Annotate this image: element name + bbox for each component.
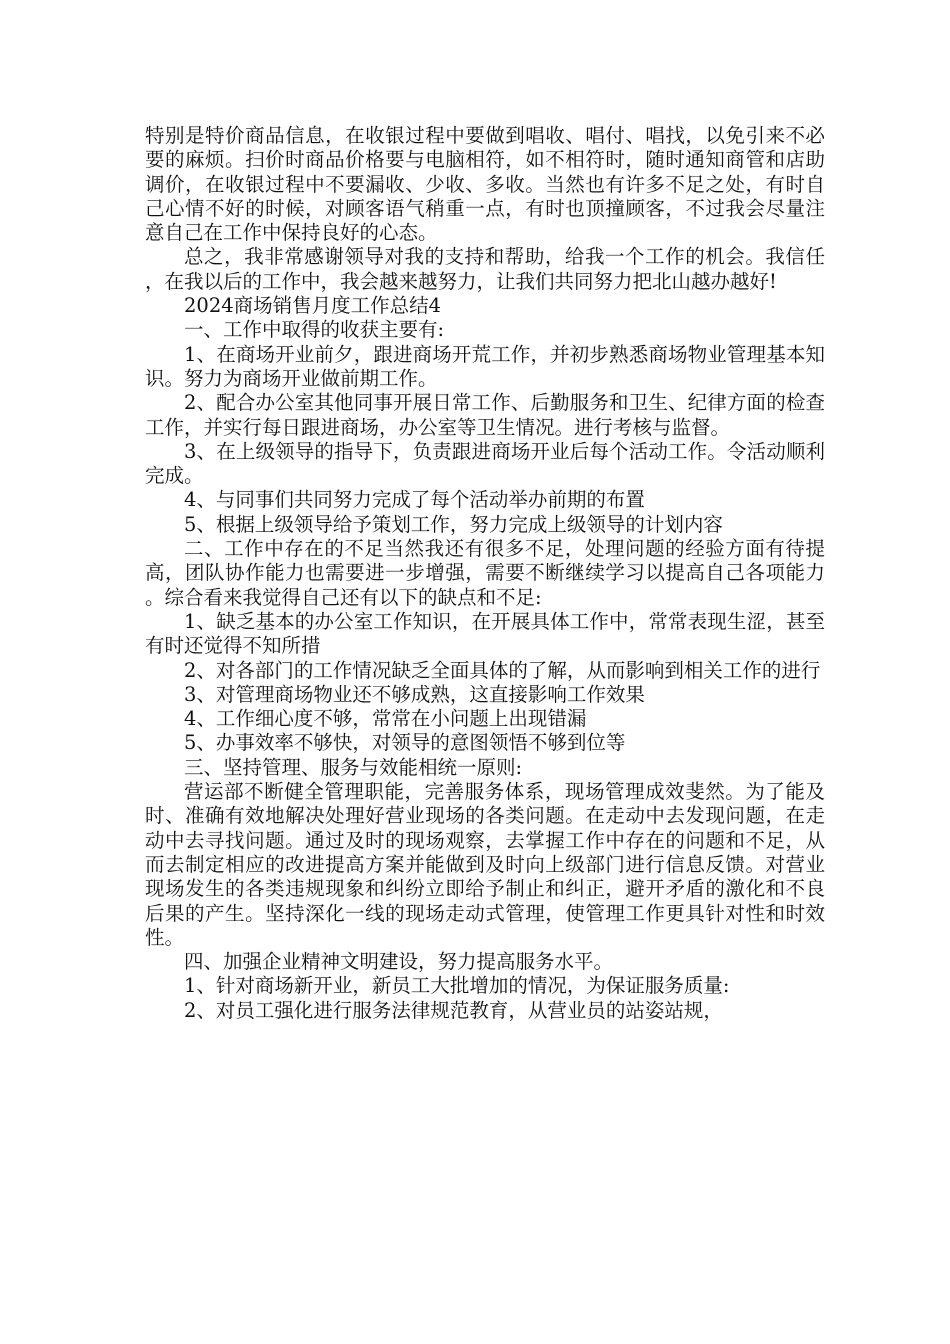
- list-item: 5、根据上级领导给予策划工作，努力完成上级领导的计划内容: [184, 512, 723, 536]
- list-item: 5、办事效率不够快，对领导的意图领悟不够到位等: [184, 731, 626, 755]
- list-item: 2、对各部门的工作情况缺乏全面具体的了解，从而影响到相关工作的进行: [184, 658, 821, 682]
- section-heading: 2024商场销售月度工作总结4: [184, 294, 442, 318]
- paragraph: 营运部不断健全管理职能，完善服务体系，现场管理成效斐然。为了能及时、准确有效地解决处理好营业现场的各类问题。在走动中去发现问题，在走动中去寻找问题。通过及时的现场观察，去掌握工作中存在的问题和不足，从而去制定相应的改进提高方案并能做到及时向上级部门进行信息反馈。对营业现场发生的各类违规现象和纠纷立即给予制止和纠正，避开矛盾的激化和不良后果的产生。坚持深化一线的现场走动式管理，使管理工作更具针对性和时效性。: [145, 780, 825, 949]
- list-item: 3、对管理商场物业还不够成熟，这直接影响工作效果: [184, 682, 645, 706]
- list-item: 1、缺乏基本的办公室工作知识，在开展具体工作中，常常表现生涩，甚至有时还觉得不知所措: [145, 609, 825, 658]
- list-item: 4、工作细心度不够，常常在小问题上出现错漏: [184, 707, 587, 731]
- section-heading: 二、工作中存在的不足当然我还有很多不足，处理问题的经验方面有待提高，团队协作能力也需要进一步增强，需要不断继续学习以提高自己各项能力。综合看来我觉得自己还有以下的缺点和不足:: [145, 537, 825, 609]
- list-item: 1、针对商场新开业，新员工大批增加的情况，为保证服务质量:: [184, 974, 730, 998]
- list-item: 3、在上级领导的指导下，负责跟进商场开业后每个活动工作。令活动顺利完成。: [145, 439, 825, 488]
- paragraph: 特别是特价商品信息，在收银过程中要做到唱收、唱付、唱找，以免引来不必要的麻烦。扫价时商品价格要与电脑相符，如不相符时，随时通知商管和店助调价，在收银过程中不要漏收、少收、多收。当然也有许多不足之处，有时自己心情不好的时候，对顾客语气稍重一点，有时也顶撞顾客，不过我会尽量注意自己在工作中保持良好的心态。: [145, 124, 825, 245]
- list-item: 2、配合办公室其他同事开展日常工作、后勤服务和卫生、纪律方面的检查工作，并实行每日跟进商场，办公室等卫生情况。进行考核与监督。: [145, 391, 825, 439]
- list-item: 4、与同事们共同努力完成了每个活动举办前期的布置: [184, 488, 645, 512]
- section-heading: 四、加强企业精神文明建设，努力提高服务水平。: [184, 950, 614, 974]
- list-item: 1、在商场开业前夕，跟进商场开荒工作，并初步熟悉商场物业管理基本知识。努力为商场开业做前期工作。: [145, 342, 825, 390]
- list-item: 2、对员工强化进行服务法律规范教育，从营业员的站姿站规，: [184, 998, 723, 1022]
- section-heading: 一、工作中取得的收获主要有:: [184, 318, 445, 342]
- paragraph: 总之，我非常感谢领导对我的支持和帮助，给我一个工作的机会。我信任，在我以后的工作中，我会越来越努力，让我们共同努力把北山越办越好!: [145, 245, 825, 293]
- section-heading: 三、坚持管理、服务与效能相统一原则:: [184, 755, 523, 779]
- document-body: [145, 124, 825, 1023]
